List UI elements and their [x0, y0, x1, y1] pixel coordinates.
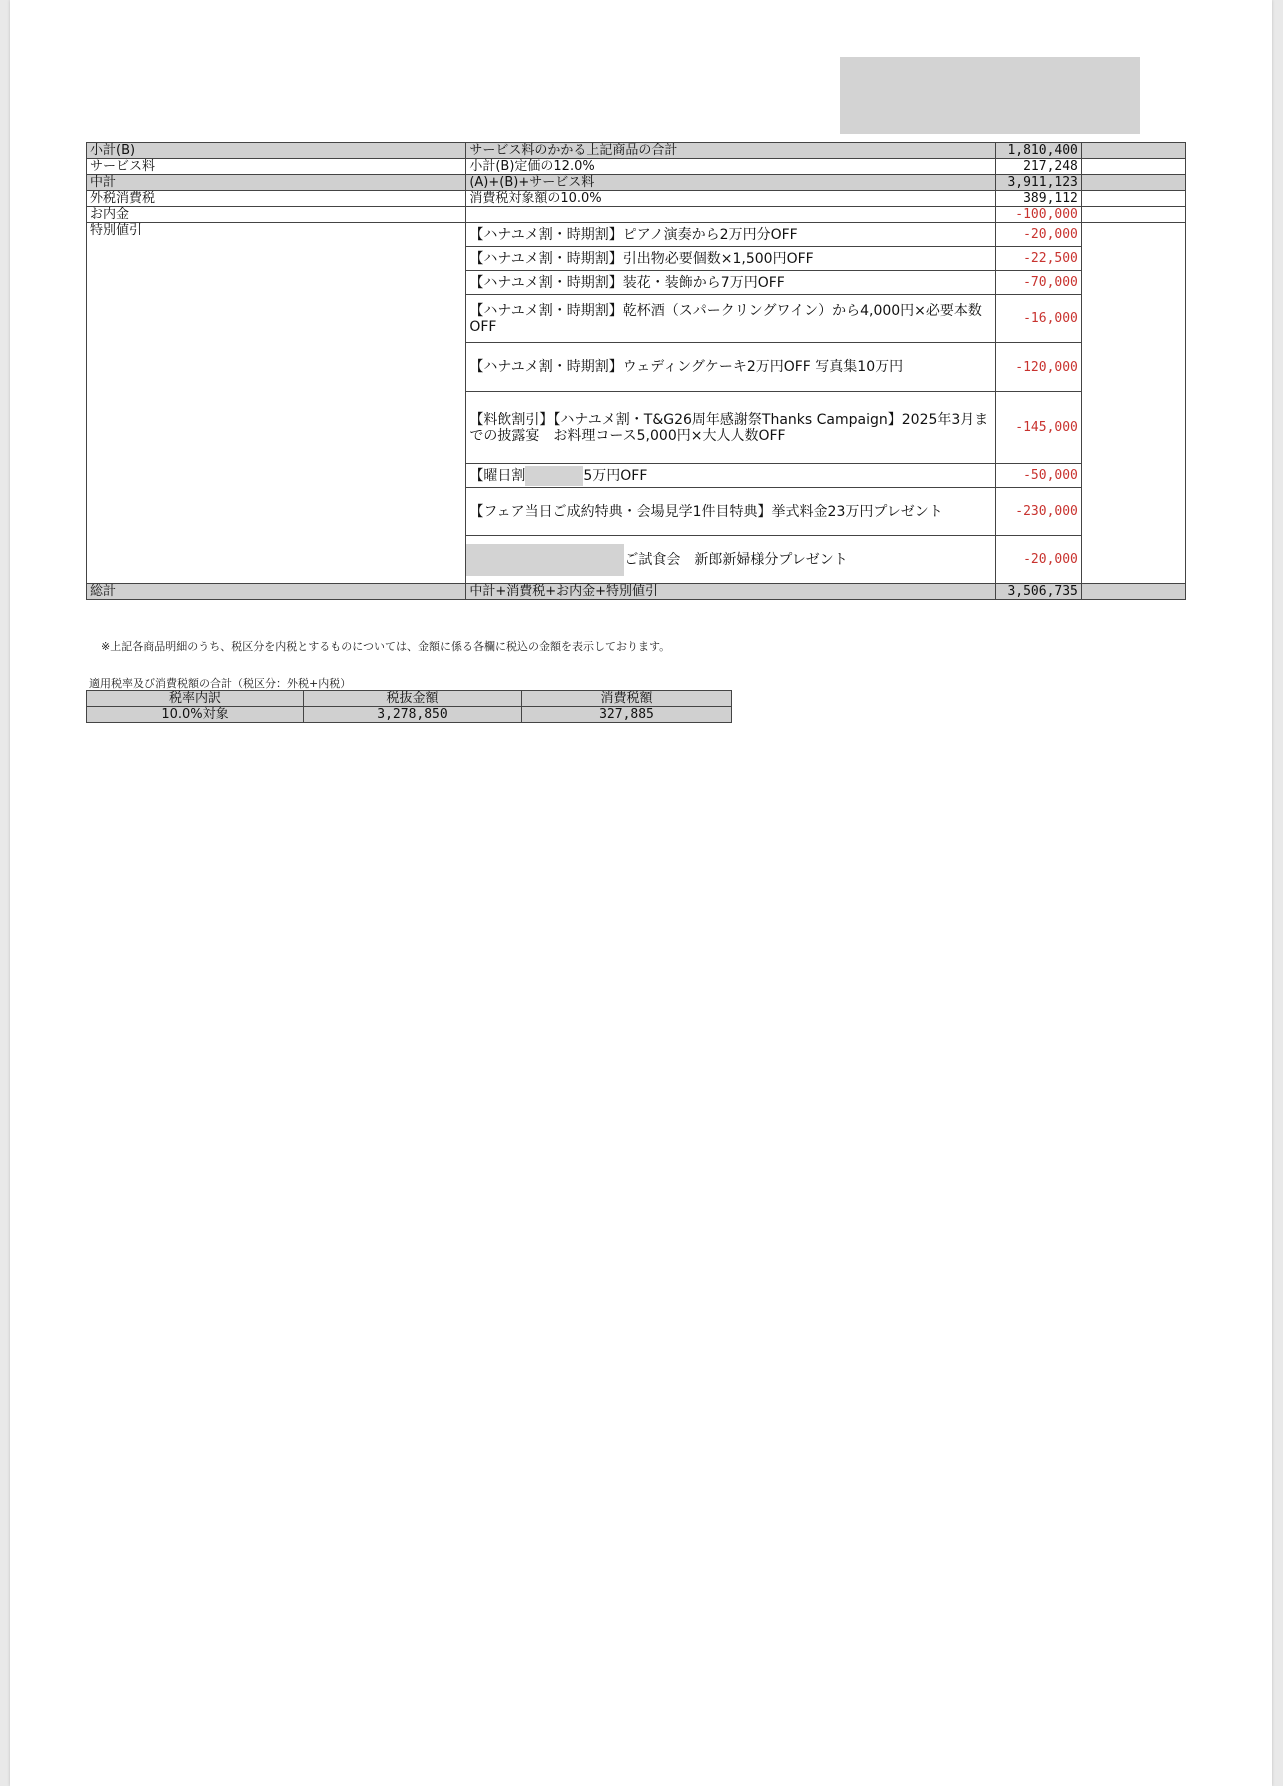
discount-row — [87, 223, 1186, 247]
discount-desc: 【ハナユメ割・時期割】装花・装飾から7万円OFF — [466, 271, 995, 295]
row-service-fee — [87, 159, 1186, 175]
row-desc: 小計(B)定価の12.0% — [466, 159, 995, 175]
row-blank — [1081, 159, 1185, 175]
discount-desc — [466, 464, 995, 488]
redacted-block — [840, 57, 1140, 134]
row-amount: 3,506,735 — [995, 584, 1081, 600]
tax-excluded-amount-cell: 3,278,850 — [304, 707, 522, 723]
row-amount: 3,911,123 — [995, 175, 1081, 191]
row-desc — [466, 207, 995, 223]
tax-data-row — [87, 707, 732, 723]
row-label: 外税消費税 — [87, 191, 466, 207]
row-label: お内金 — [87, 207, 466, 223]
discount-desc: 【ハナユメ割・時期割】乾杯酒（スパークリングワイン）から4,000円×必要本数OFF — [466, 295, 995, 343]
tax-note: ※上記各商品明細のうち、税区分を内税とするものについては、金額に係る各欄に税込の金額を表示しております。 — [101, 640, 671, 653]
discount-label: 特別値引 — [87, 223, 466, 584]
discount-amount: -145,000 — [995, 392, 1081, 464]
row-deposit — [87, 207, 1186, 223]
tax-header-cell: 消費税額 — [522, 691, 732, 707]
row-blank — [1081, 191, 1185, 207]
row-label: 総計 — [87, 584, 466, 600]
discount-desc-post: ご試食会 新郎新婦様分プレゼント — [624, 551, 848, 568]
tax-amount-cell: 327,885 — [522, 707, 732, 723]
row-label: 中計 — [87, 175, 466, 191]
discount-desc: 【ハナユメ割・時期割】ピアノ演奏から2万円分OFF — [466, 223, 995, 247]
tax-summary-table — [86, 690, 732, 723]
discount-desc-post: 5万円OFF — [583, 467, 648, 484]
row-amount: 1,810,400 — [995, 143, 1081, 159]
row-midtotal — [87, 175, 1186, 191]
row-subtotal-b — [87, 143, 1186, 159]
redacted-text — [525, 466, 583, 486]
estimate-summary-table — [86, 142, 1186, 600]
row-desc: (A)+(B)+サービス料 — [466, 175, 995, 191]
tax-header-cell: 税抜金額 — [304, 691, 522, 707]
discount-amount: -50,000 — [995, 464, 1081, 488]
discount-amount: -16,000 — [995, 295, 1081, 343]
discount-amount: -22,500 — [995, 247, 1081, 271]
row-blank — [1081, 207, 1185, 223]
row-desc: 中計+消費税+お内金+特別値引 — [466, 584, 995, 600]
row-blank — [1081, 175, 1185, 191]
row-blank — [1081, 223, 1185, 584]
tax-rate-cell: 10.0%対象 — [87, 707, 304, 723]
redacted-text — [466, 544, 624, 576]
row-amount: 389,112 — [995, 191, 1081, 207]
tax-header-row — [87, 691, 732, 707]
discount-desc: 【料飲割引】【ハナユメ割・T&G26周年感謝祭Thanks Campaign】2025年3月までの披露宴 お料理コース5,000円×大人人数OFF — [466, 392, 995, 464]
discount-desc: 【フェア当日ご成約特典・会場見学1件目特典】挙式料金23万円プレゼント — [466, 488, 995, 536]
row-amount: -100,000 — [995, 207, 1081, 223]
discount-amount: -20,000 — [995, 223, 1081, 247]
discount-amount: -70,000 — [995, 271, 1081, 295]
tax-header-cell: 税率内訳 — [87, 691, 304, 707]
row-amount: 217,248 — [995, 159, 1081, 175]
discount-desc: 【ハナユメ割・時期割】ウェディングケーキ2万円OFF 写真集10万円 — [466, 343, 995, 392]
row-grand-total — [87, 584, 1186, 600]
discount-desc: 【ハナユメ割・時期割】引出物必要個数×1,500円OFF — [466, 247, 995, 271]
discount-desc — [466, 536, 995, 584]
discount-amount: -20,000 — [995, 536, 1081, 584]
row-label: サービス料 — [87, 159, 466, 175]
row-desc: 消費税対象額の10.0% — [466, 191, 995, 207]
row-tax — [87, 191, 1186, 207]
row-label: 小計(B) — [87, 143, 466, 159]
discount-amount: -120,000 — [995, 343, 1081, 392]
row-blank — [1081, 584, 1185, 600]
discount-desc-pre: 【曜日割 — [469, 467, 526, 484]
tax-summary-title: 適用税率及び消費税額の合計（税区分：外税+内税） — [89, 677, 352, 690]
row-blank — [1081, 143, 1185, 159]
discount-amount: -230,000 — [995, 488, 1081, 536]
row-desc: サービス料のかかる上記商品の合計 — [466, 143, 995, 159]
